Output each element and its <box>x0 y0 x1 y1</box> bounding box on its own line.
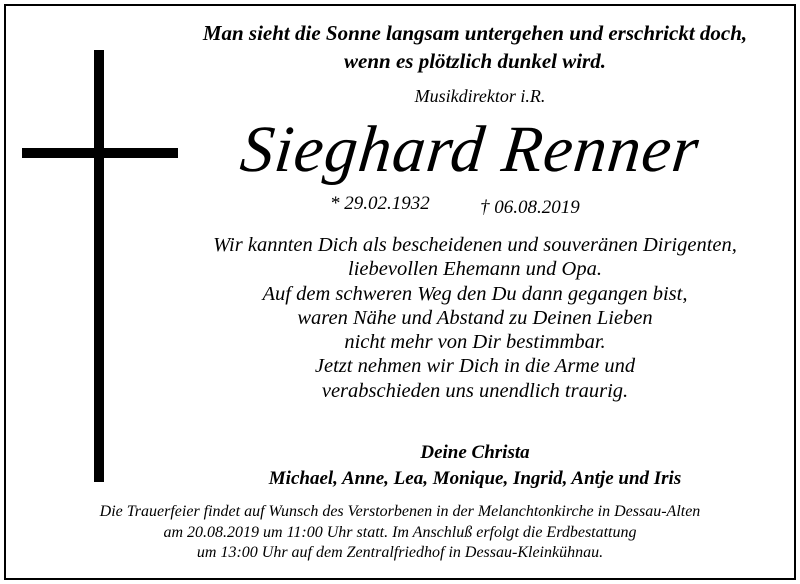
funeral-notice <box>10 502 790 564</box>
cross-vertical-bar <box>94 50 104 482</box>
birth-date: * 29.02.1932 <box>330 193 430 214</box>
deceased-title: Musikdirektor i.R. <box>414 86 546 106</box>
family-signature <box>150 440 800 492</box>
notice-line: Die Trauerfeier findet auf Wunsch des Verstorbenen in der Melanchtonkirche in Dessau-Alten <box>99 503 701 520</box>
motto-line: wenn es plötzlich dunkel wird. <box>344 49 606 73</box>
poem-line: Auf dem schweren Weg den Du dann gegangen bist, <box>262 282 688 305</box>
motto-quote <box>150 19 800 75</box>
family-line: Deine Christa <box>420 442 530 463</box>
death-date: † 06.08.2019 <box>480 197 580 218</box>
family-line: Michael, Anne, Lea, Monique, Ingrid, Antje und Iris <box>268 468 682 489</box>
poem-line: verabschieden uns unendlich traurig. <box>321 379 629 402</box>
motto-line: Man sieht die Sonne langsam untergehen und erschrickt doch, <box>202 21 748 45</box>
poem-line: nicht mehr von Dir bestimmbar. <box>344 331 606 354</box>
notice-line: um 13:00 Uhr auf dem Zentralfriedhof in Dessau-Kleinkühnau. <box>196 544 604 561</box>
poem-line: Jetzt nehmen wir Dich in die Arme und <box>314 355 636 378</box>
cross-horizontal-bar <box>22 148 178 158</box>
notice-line: am 20.08.2019 um 11:00 Uhr statt. Im Anschluß erfolgt die Erdbestattung <box>163 523 637 541</box>
poem-line: Wir kannten Dich als bescheidenen und souveränen Dirigenten, <box>213 234 737 256</box>
poem-line: waren Nähe und Abstand zu Deinen Lieben <box>297 306 653 329</box>
memorial-poem <box>150 233 800 403</box>
poem-line: liebevollen Ehemann und Opa. <box>348 258 602 281</box>
deceased-name: Sieghard Renner <box>237 113 703 186</box>
